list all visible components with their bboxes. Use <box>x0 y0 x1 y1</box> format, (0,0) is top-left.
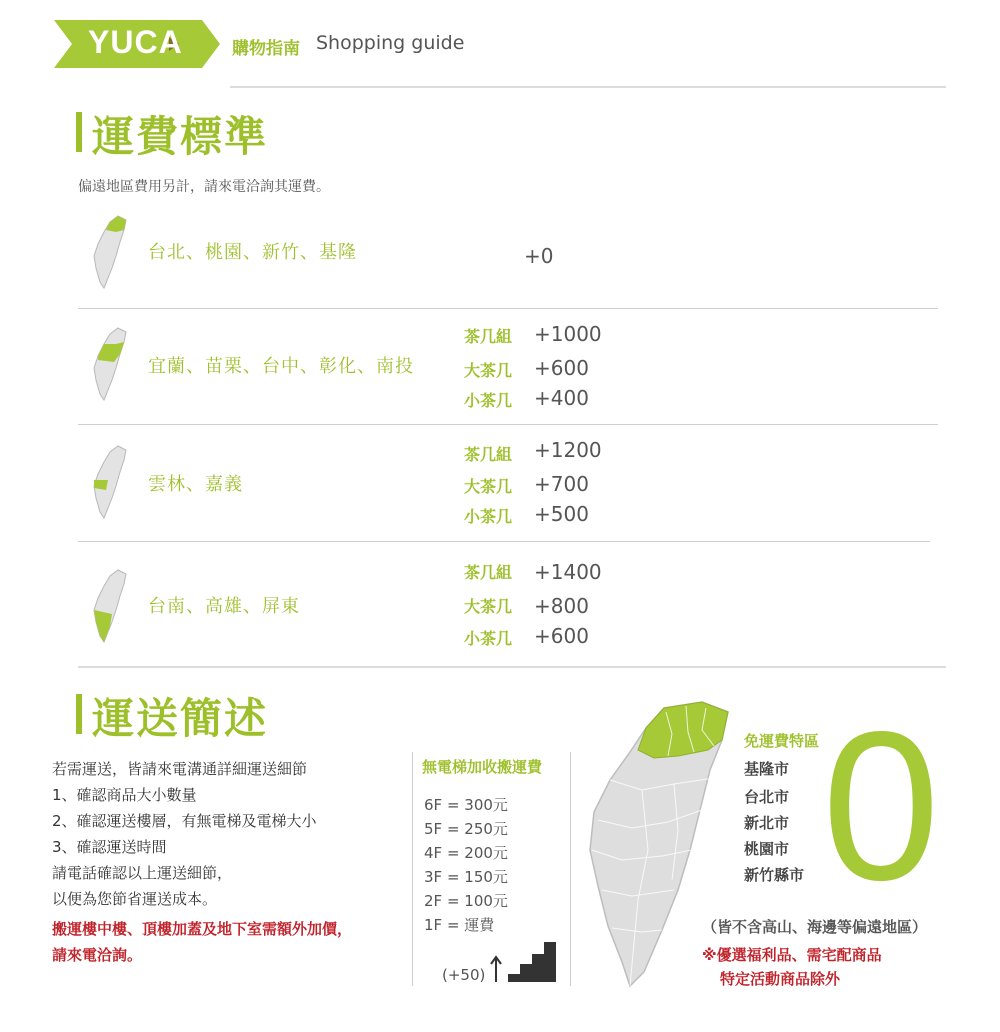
floor-fee: 1F = 運費 <box>424 916 495 934</box>
stairs-icon <box>488 936 560 986</box>
taiwan-central-map-icon <box>88 324 132 404</box>
floor-fee: 3F = 150元 <box>424 868 508 886</box>
section-title-delivery: 運送簡述 <box>92 694 269 743</box>
item-name: 大茶几 <box>464 477 513 496</box>
free-city: 桃園市 <box>744 840 790 858</box>
warning-text: 請來電洽詢。 <box>52 946 143 964</box>
free-city: 台北市 <box>744 788 790 806</box>
divider <box>412 752 413 986</box>
price-value: +600 <box>534 624 589 648</box>
item-name: 小茶几 <box>464 629 513 648</box>
price-value: +400 <box>534 386 589 410</box>
region-label: 雲林、嘉義 <box>148 474 243 495</box>
taiwan-north-map-icon <box>88 212 132 292</box>
row-divider <box>78 424 938 425</box>
price-value: +1400 <box>534 560 602 584</box>
taiwan-yunlin-map-icon <box>88 442 132 522</box>
free-city: 新竹縣市 <box>744 866 805 884</box>
confirm-text: 請電話確認以上運送細節， <box>52 864 233 882</box>
divider <box>230 86 946 88</box>
elevator-title: 無電梯加收搬運費 <box>422 758 543 776</box>
floor-fee: 2F = 100元 <box>424 892 508 910</box>
floor-fee: 5F = 250元 <box>424 820 508 838</box>
price-value: +500 <box>534 502 589 526</box>
remark-text: ※優選福利品、需宅配商品 <box>702 946 882 964</box>
section-title-shipping: 運費標準 <box>92 112 269 161</box>
item-name: 茶几組 <box>464 445 513 464</box>
confirm-text: 以便為您節省運送成本。 <box>52 890 218 908</box>
price-value: +700 <box>534 472 589 496</box>
price-value: +0 <box>524 244 554 268</box>
item-name: 小茶几 <box>464 391 513 410</box>
remark-text: 特定活動商品除外 <box>720 970 841 988</box>
item-name: 小茶几 <box>464 507 513 526</box>
floor-fee: 4F = 200元 <box>424 844 508 862</box>
region-label: 宜蘭、苗栗、台中、彰化、南投 <box>148 356 414 377</box>
price-value: +600 <box>534 356 589 380</box>
price-value: +1200 <box>534 438 602 462</box>
section-bar <box>76 112 82 152</box>
divider <box>570 752 571 986</box>
item-name: 大茶几 <box>464 597 513 616</box>
region-label: 台北、桃園、新竹、基隆 <box>148 242 357 263</box>
shipping-note: 偏遠地區費用另計，請來電洽詢其運費。 <box>78 179 330 195</box>
guide-title-zh: 購物指南 <box>232 39 300 59</box>
divider <box>78 666 946 668</box>
item-name: 茶几組 <box>464 563 513 582</box>
price-value: +800 <box>534 594 589 618</box>
floor-fee: 6F = 300元 <box>424 796 508 814</box>
exclusion-note: （皆不含高山、海邊等偏遠地區） <box>702 918 928 936</box>
delivery-step: 1、確認商品大小數量 <box>52 786 197 804</box>
free-zone-title: 免運費特區 <box>744 732 820 750</box>
row-divider <box>78 308 938 309</box>
section-bar <box>76 694 82 734</box>
delivery-step: 2、確認運送樓層，有無電梯及電梯大小 <box>52 812 317 830</box>
free-city: 新北市 <box>744 814 790 832</box>
free-city: 基隆市 <box>744 760 790 778</box>
delivery-step: 3、確認運送時間 <box>52 838 167 856</box>
taiwan-south-map-icon <box>88 566 132 646</box>
region-label: 台南、高雄、屏東 <box>148 596 300 617</box>
price-value: +1000 <box>534 322 602 346</box>
item-name: 大茶几 <box>464 361 513 380</box>
item-name: 茶几組 <box>464 327 513 346</box>
step-note: (+50) <box>442 966 486 984</box>
delivery-intro: 若需運送，皆請來電溝通詳細運送細節 <box>52 760 308 778</box>
free-zero: 0 <box>822 687 940 924</box>
warning-text: 搬運樓中樓、頂樓加蓋及地下室需額外加價， <box>52 920 353 938</box>
guide-title-en: Shopping guide <box>316 32 465 54</box>
logo-text: YUCA <box>88 24 183 60</box>
row-divider <box>78 541 930 542</box>
